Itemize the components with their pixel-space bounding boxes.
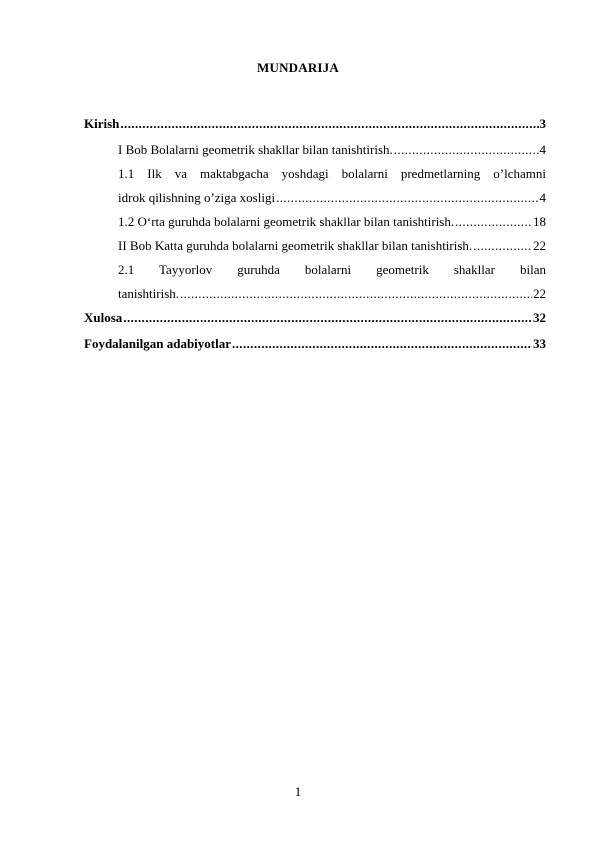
dot-leader <box>473 234 532 258</box>
toc-page-number: 18 <box>533 214 546 229</box>
toc-entry-section-2-1[interactable] <box>84 258 546 306</box>
toc-entry-label-line-1: 2.1 Tayyorlov guruhda bolalarni geometrik shakllar bilan <box>118 262 546 277</box>
dot-leader <box>394 138 539 162</box>
toc-page-number: 22 <box>533 238 546 253</box>
toc-entry-bob-2[interactable] <box>84 234 546 258</box>
toc-page-number: 22 <box>533 286 546 301</box>
toc-entry-section-1-1[interactable] <box>84 162 546 210</box>
toc-entry-foydalanilgan-adabiyotlar[interactable] <box>84 332 546 356</box>
dot-leader <box>123 306 532 330</box>
toc-page-number: 4 <box>539 142 546 157</box>
toc-entry-kirish[interactable] <box>84 112 546 136</box>
toc-entry-label: Kirish <box>84 116 120 131</box>
page-title: MUNDARIJA <box>257 60 339 75</box>
toc-entry-xulosa[interactable] <box>84 306 546 330</box>
dot-leader <box>232 332 532 356</box>
dot-leader <box>276 186 538 210</box>
toc-entry-label: Foydalanilgan adabiyotlar <box>84 336 231 351</box>
toc-entry-label: Xulosa <box>84 310 123 325</box>
toc-entry-label: I Bob Bolalarni geometrik shakllar bilan tanishtirish. <box>118 142 393 157</box>
toc-page-number: 4 <box>539 190 546 205</box>
dot-leader <box>120 112 538 136</box>
toc-entry-label-line-2: tanishtirish. <box>118 286 180 301</box>
toc-entry-section-1-2[interactable] <box>84 210 546 234</box>
toc-entry-label: 1.2 O‘rta guruhda bolalarni geometrik shakllar bilan tanishtirish. <box>118 214 455 229</box>
toc-page-number: 3 <box>539 116 546 131</box>
toc-page-number: 33 <box>533 336 546 351</box>
dot-leader <box>180 282 532 306</box>
dot-leader <box>455 210 532 234</box>
toc-entry-label: II Bob Katta guruhda bolalarni geometrik shakllar bilan tanishtirish. <box>118 238 473 253</box>
toc-entry-bob-1[interactable] <box>84 138 546 162</box>
table-of-contents <box>84 112 546 356</box>
toc-page-number: 32 <box>533 310 546 325</box>
page-number: 1 <box>294 784 302 799</box>
toc-entry-label-line-1: 1.1 Ilk va maktabgacha yoshdagi bolalarni predmetlarning o’lchamni <box>118 166 546 181</box>
toc-entry-label-line-2: idrok qilishning o’ziga xosligi <box>118 190 276 205</box>
